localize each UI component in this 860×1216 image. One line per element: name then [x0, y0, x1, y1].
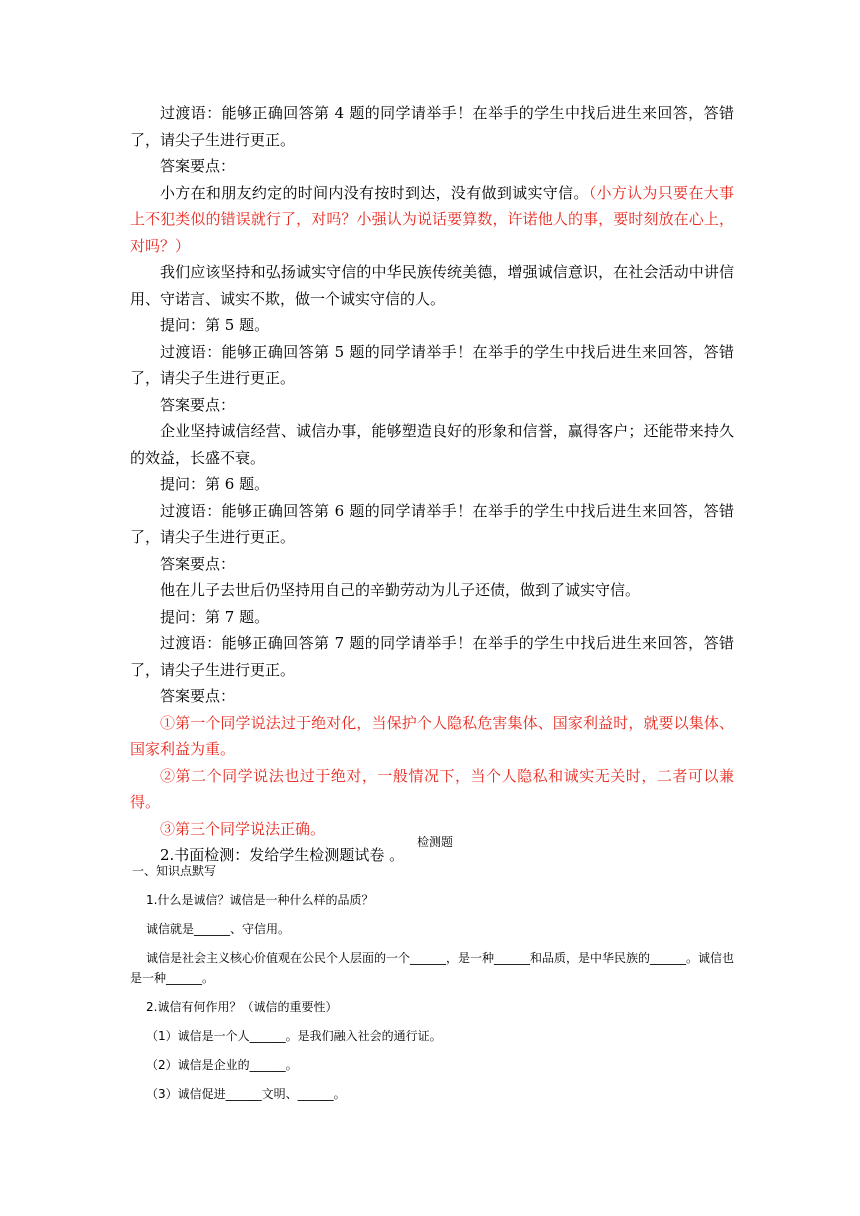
transition-paragraph-q4: 过渡语：能够正确回答第 4 题的同学请举手！在举手的学生中找后进生来回答，答错了，请尖子生进行更正。 — [130, 104, 734, 149]
answer-heading: 答案要点： — [160, 687, 236, 705]
answer-question-red: （小方认为只要在大事上不犯类似的错误就行了，对吗？小强认为说话要算数，许诺他人的事，要时刻放在心上，对吗？） — [130, 183, 734, 255]
test-fill-1a: 诚信就是______、守信用。 — [146, 922, 291, 936]
test-fill-2-2: （2）诚信是企业的______。 — [146, 1058, 298, 1072]
answer-paragraph: 我们应该坚持和弘扬诚实守信的中华民族传统美德，增强诚信意识，在社会活动中讲信用、守诺言、诚实不欺，做一个诚实守信的人。 — [130, 263, 734, 308]
answer-point-1: ①第一个同学说法过于绝对化，当保护个人隐私危害集体、国家利益时，就要以集体、国家利益为重。 — [130, 713, 734, 758]
answer-heading: 答案要点： — [160, 157, 236, 175]
test-question-1: 1.什么是诚信？诚信是一种什么样的品质？ — [146, 893, 374, 907]
transition-paragraph-q6: 过渡语：能够正确回答第 6 题的同学请举手！在举手的学生中找后进生来回答，答错了，请尖子生进行更正。 — [130, 501, 734, 546]
answer-paragraph-q4 — [130, 180, 734, 260]
answer-heading: 答案要点： — [160, 395, 236, 414]
transition-paragraph-q7: 过渡语：能够正确回答第 7 题的同学请举手！在举手的学生中找后进生来回答，答错了，请尖子生进行更正。 — [130, 634, 734, 679]
section-heading: 一、知识点默写 — [132, 864, 217, 878]
question-q6: 提问：第 6 题。 — [160, 475, 270, 493]
answer-point-3: ③第三个同学说法正确。 — [160, 819, 326, 838]
answer-paragraph-q6: 他在儿子去世后仍坚持用自己的辛勤劳动为儿子还债，做到了诚实守信。 — [160, 581, 641, 599]
answer-heading: 答案要点： — [160, 554, 236, 573]
written-test-instruction: 2.书面检测：发给学生检测题试卷 。 — [160, 846, 405, 864]
lesson-body — [130, 100, 734, 869]
answer-text: 小方在和朋友约定的时间内没有按时到达，没有做到诚实守信。 — [160, 183, 589, 202]
test-fill-1b: 诚信是社会主义核心价值观在公民个人层面的一个______，是一种______和品质，是中华民族的______。诚信也是一种______。 — [130, 951, 735, 985]
transition-paragraph-q5: 过渡语：能够正确回答第 5 题的同学请举手！在举手的学生中找后进生来回答，答错了，请尖子生进行更正。 — [130, 342, 734, 387]
answer-paragraph-q5: 企业坚持诚信经营、诚信办事，能够塑造良好的形象和信誉，赢得客户；还能带来持久的效益，长盛不衰。 — [130, 422, 734, 467]
question-q5: 提问：第 5 题。 — [160, 316, 270, 334]
answer-point-2: ②第二个同学说法也过于绝对，一般情况下，当个人隐私和诚实无关时，二者可以兼得。 — [130, 766, 734, 811]
question-q7: 提问：第 7 题。 — [160, 607, 270, 626]
test-fill-2-1: （1）诚信是一个人______。是我们融入社会的通行证。 — [146, 1029, 442, 1043]
test-title: 检测题 — [416, 835, 453, 849]
test-fill-2-3: （3）诚信促进______文明、______。 — [146, 1087, 346, 1101]
test-question-2: 2.诚信有何作用？（诚信的重要性） — [146, 1000, 338, 1014]
test-paper — [130, 832, 740, 1113]
